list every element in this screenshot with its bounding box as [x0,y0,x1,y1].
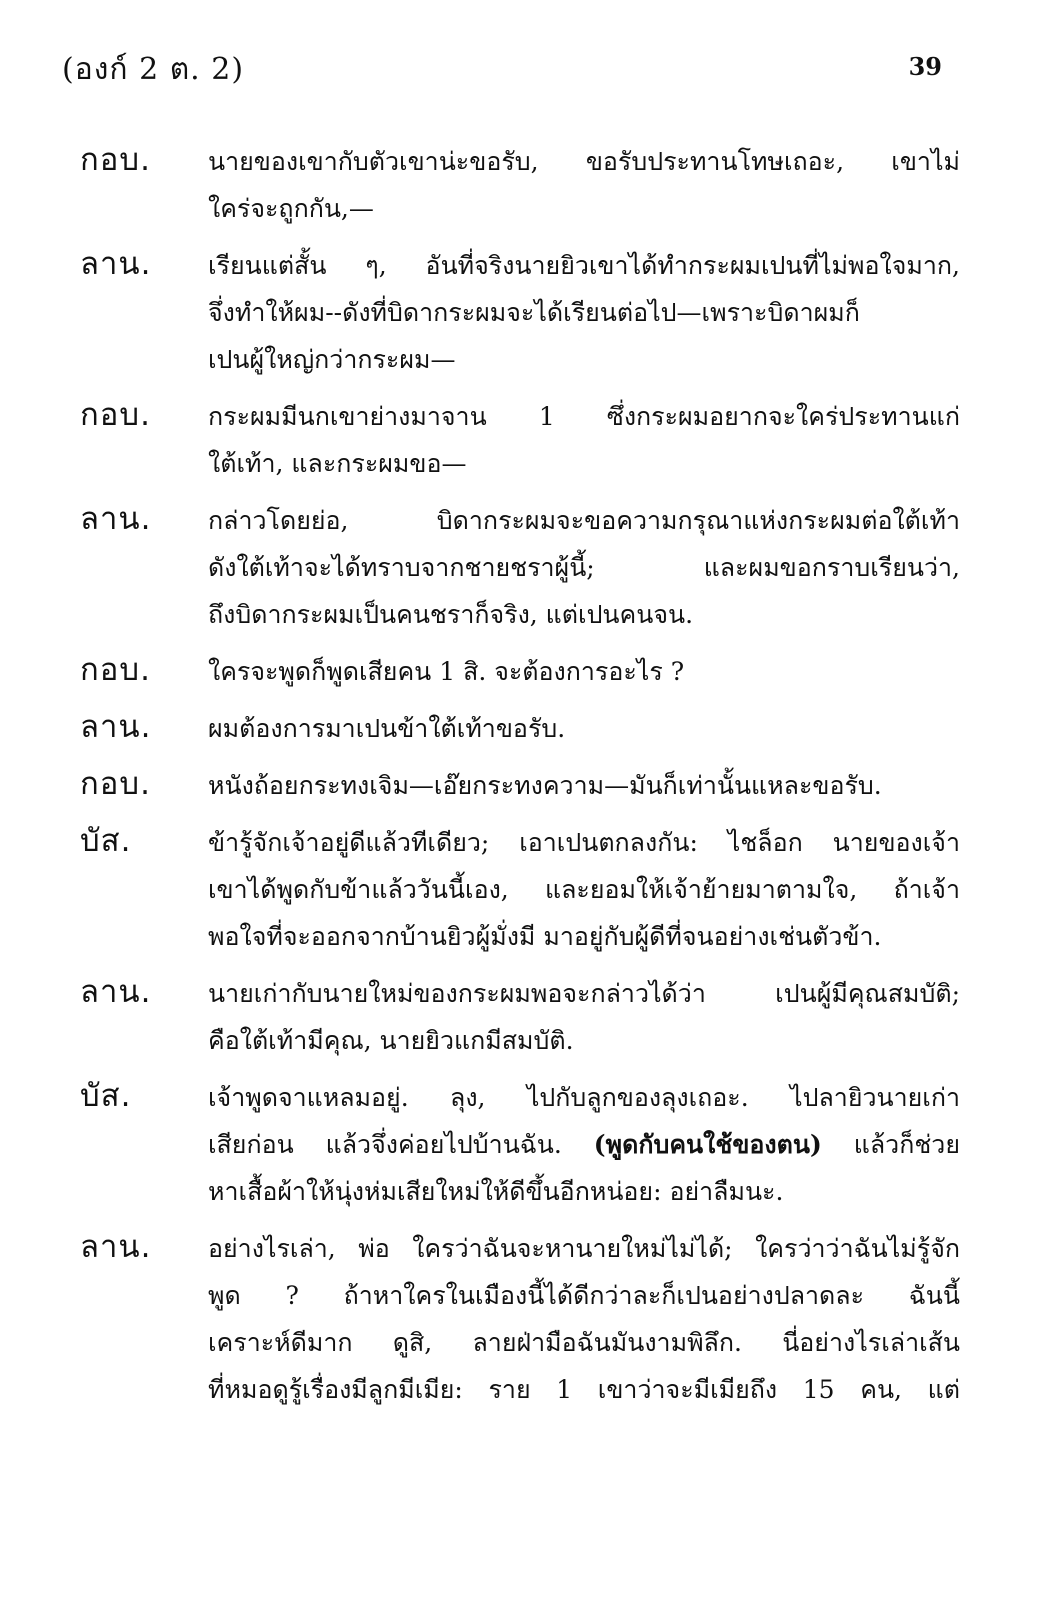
dialogue-body [80,138,960,1423]
speaker-name: กอบ. [80,142,151,178]
speech-line: ผมต้องการมาเปนข้าใต้เท้าขอรับ. [208,714,566,743]
dialogue-entry [80,762,960,809]
speech-line: คือใต้เท้ามีคุณ, นายยิวแกมีสมบัติ. [208,1026,574,1055]
speech-text [208,819,960,960]
speech-text [208,648,960,695]
section-header: (องก์ 2 ต. 2) [62,52,245,87]
speech-line: ข้ารู้จักเจ้าอยู่ดีแล้วทีเดียว; เอาเปนตกลงกัน: ไชล็อก นายของเจ้า [208,828,960,857]
speech-segment: เสียก่อน แล้วจึ่งค่อยไปบ้านฉัน. [208,1130,562,1159]
speaker-name: ลาน. [80,501,152,537]
speech-line: จึ่งทำให้ผม--ดังที่บิดากระผมจะได้เรียนต่อไป—เพราะบิดาผมก็ [208,298,860,327]
speech-line: นายเก่ากับนายใหม่ของกระผมพอจะกล่าวได้ว่า เปนผู้มีคุณสมบัติ; [208,979,960,1008]
speech-text [208,762,960,809]
speaker-name: ลาน. [80,709,152,745]
dialogue-entry [80,648,960,695]
speech-line: เปนผู้ใหญ่กว่ากระผม— [208,345,456,374]
dialogue-entry [80,1074,960,1215]
dialogue-entry [80,1225,960,1413]
speech-text [208,1225,960,1413]
speech-line: ใต้เท้า, และกระผมขอ— [208,449,467,478]
dialogue-entry [80,705,960,752]
speech-line: เรียนแต่สั้น ๆ, อันที่จริงนายยิวเขาได้ทำกระผมเปนที่ไม่พอใจมาก, [208,251,960,280]
dialogue-entry [80,819,960,960]
dialogue-entry [80,393,960,487]
speech-line: นายของเขากับตัวเขาน่ะขอรับ, ขอรับประทานโทษเถอะ, เขาไม่ [208,147,960,176]
dialogue-entry [80,242,960,383]
speaker-name: บัส. [80,823,132,859]
stage-direction: (พูดกับคนใช้ของตน) [593,1130,822,1159]
speech-line [208,1121,960,1168]
dialogue-entry [80,970,960,1064]
speech-line: เคราะห์ดีมาก ดูสิ, ลายฝ่ามือฉันมันงามพิลึก. นี่อย่างไรเล่าเส้น [208,1328,960,1357]
speech-line: ดังใต้เท้าจะได้ทราบจากชายชราผู้นี้; และผมขอกราบเรียนว่า, [208,553,960,582]
speech-text [208,1074,960,1215]
speech-line: ใครจะพูดก็พูดเสียคน 1 สิ. จะต้องการอะไร ? [208,657,685,686]
speech-line: ที่หมอดูรู้เรื่องมีลูกมีเมีย: ราย 1 เขาว่าจะมีเมียถึง 15 คน, แต่ [208,1375,960,1404]
speaker-name: กอบ. [80,652,151,688]
speaker-name: กอบ. [80,766,151,802]
speech-line: ใคร่จะถูกกัน,— [208,194,374,223]
speech-text [208,970,960,1064]
speech-line: อย่างไรเล่า, พ่อ ใครว่าฉันจะหานายใหม่ไม่ได้; ใครว่าว่าฉันไม่รู้จัก [208,1234,960,1263]
speech-text [208,497,960,638]
speaker-name: ลาน. [80,974,152,1010]
speech-line: กระผมมีนกเขาย่างมาจาน 1 ซึ่งกระผมอยากจะใคร่ประทานแก่ [208,402,960,431]
speech-line: พอใจที่จะออกจากบ้านยิวผู้มั่งมี มาอยู่กับผู้ดีที่จนอย่างเช่นตัวข้า. [208,922,882,951]
speaker-name: กอบ. [80,397,151,433]
dialogue-entry [80,138,960,232]
speaker-name: ลาน. [80,246,152,282]
speech-line: หนังถ้อยกระทงเจิม—เอ๊ยกระทงความ—มันก็เท่านั้นแหละขอรับ. [208,771,882,800]
speech-line: หาเสื้อผ้าให้นุ่งห่มเสียใหม่ให้ดีขึ้นอีกหน่อย: อย่าลืมนะ. [208,1177,784,1206]
speech-line: เจ้าพูดจาแหลมอยู่. ลุง, ไปกับลูกของลุงเถอะ. ไปลายิวนายเก่า [208,1083,960,1112]
page-number: 39 [908,52,942,81]
speech-line: ถึงบิดากระผมเป็นคนชราก็จริง, แต่เปนคนจน. [208,600,694,629]
speech-text [208,705,960,752]
speech-line: เขาได้พูดกับข้าแล้ววันนี้เอง, และยอมให้เจ้าย้ายมาตามใจ, ถ้าเจ้า [208,875,960,904]
speech-text [208,393,960,487]
speech-line: พูด ? ถ้าหาใครในเมืองนี้ได้ดีกว่าละก็เปนอย่างปลาดละ ฉันนี้ [208,1281,960,1310]
speaker-name: บัส. [80,1078,132,1114]
speech-line: กล่าวโดยย่อ, บิดากระผมจะขอความกรุณาแห่งกระผมต่อใต้เท้า [208,506,960,535]
speech-segment: แล้วก็ช่วย [853,1130,960,1159]
speaker-name: ลาน. [80,1229,152,1265]
speech-text [208,138,960,232]
speech-text [208,242,960,383]
dialogue-entry [80,497,960,638]
